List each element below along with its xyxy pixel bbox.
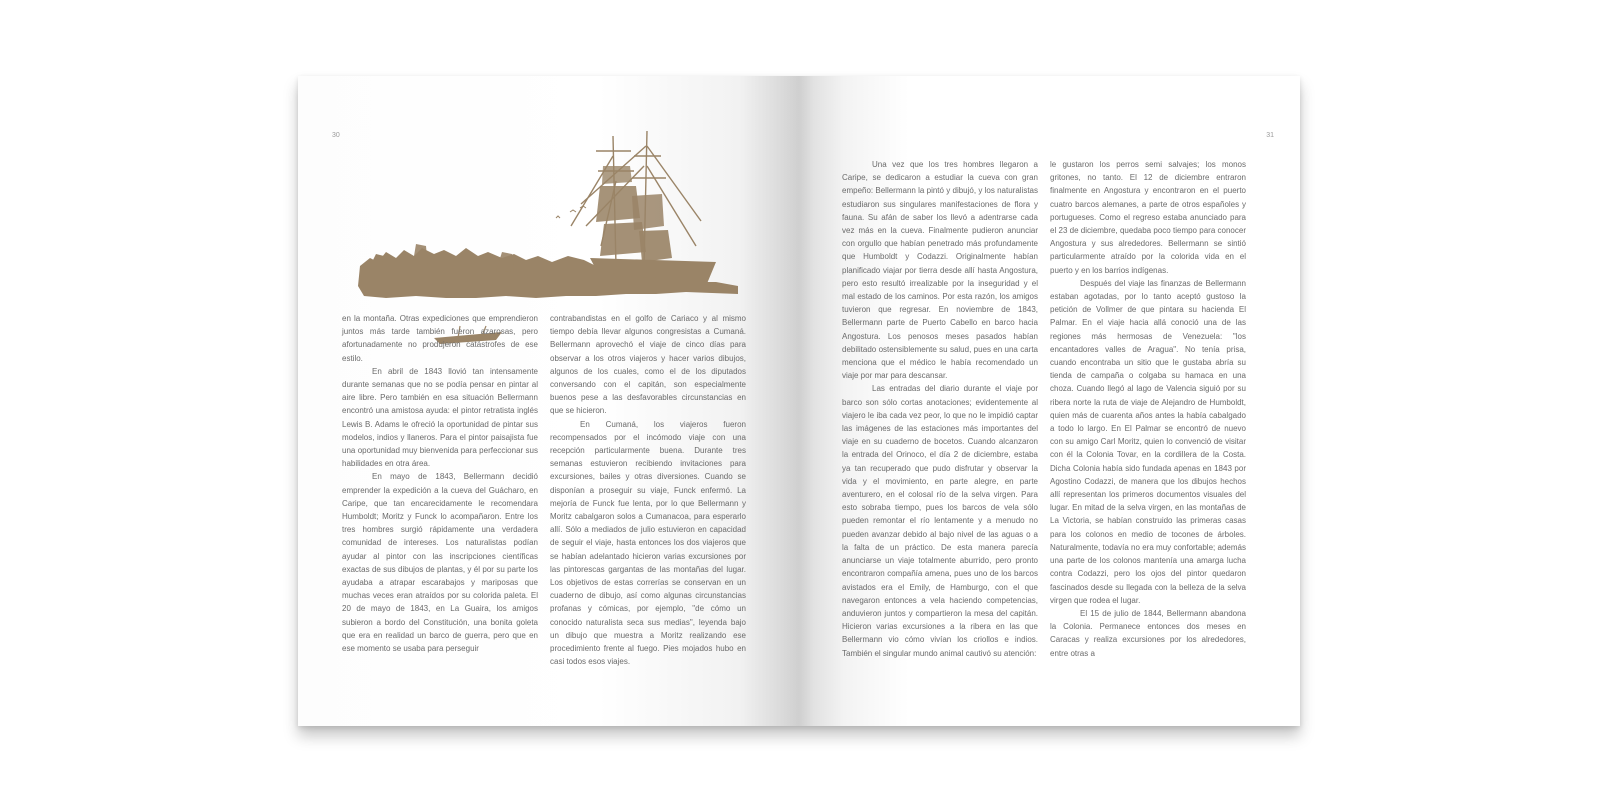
- page-number-right: 31: [1266, 132, 1274, 139]
- open-book: [298, 76, 1300, 726]
- page-number-left: 30: [332, 132, 340, 139]
- paragraph: le gustaron los perros semi salvajes; los monos gritones, no tanto. El 12 de diciembre entraron finalmente en Angostura y encontraron en el puerto cuatro barcos alemanes, a parte de otros españoles y portugueses. Como el regreso estaba anunciado para el 23 de diciembre, quedaba poco tiempo para conocer Angostura y sus alrededores. Bellermann se sintió particularmente atraído por la colorida vida en el puerto y en los barrios indígenas.: [1050, 160, 1246, 275]
- text-column-1: [342, 312, 538, 655]
- paragraph: En mayo de 1843, Bellermann decidió emprender la expedición a la cueva del Guácharo, en Caripe, que tan encarecidamente le recomendara Humboldt; Moritz y Funck lo acompañaron. Entre los tres hombres surgió rápidamente una verdadera comunidad de intereses. Los naturalistas podían ayudar al pintor con las inscripciones científicas exactas de sus dibujos de plantas, y él por su parte los ayudaba a atrapar escarabajos y mariposas que muchas veces eran atraídos por su colorida paleta. El 20 de mayo de 1843, en La Guaira, los amigos subieron a bordo del Constitución, una bonita goleta que era en realidad un barco de guerra, pero que en ese momento se usaba para perseguir: [342, 472, 538, 654]
- paragraph: Después del viaje las finanzas de Bellermann estaban agotadas, por lo tanto aceptó gustoso la petición de Vollmer de que pintara su hacienda El Palmar. En el viaje hacia allá conoció una de las regiones más hermosas de Venezuela: "los encantadores valles de Aragua". No tenía prisa, cuando encontraba un sitio que le gustaba abría su tienda de campaña o colgaba su hamaca en una choza. Cuando llegó al lago de Valencia siguió por su ribera norte la ruta de viaje de Alejandro de Humboldt, quien más de cuarenta años antes la había cabalgado a todo lo largo. En El Palmar se encontró de nuevo con su amigo Carl Moritz, quien lo convenció de visitar con él la Colonia Tovar, en la cordillera de la Costa. Dicha Colonia había sido fundada apenas en 1843 por Agostino Codazzi, de manera que los dibujos hechos allí representan los primeros documentos visuales del lugar. En mitad de la selva virgen, en las montañas de La Victoria, se habían construido las primeras casas para los colonos en medio de tocones de árboles. Naturalmente, todavía no era muy confortable; además una parte de los colonos mantenía una amarga lucha contra Codazzi, pero los ojos del pintor quedaron fascinados desde su llegada con la belleza de la selva virgen que rodea el lugar.: [1050, 278, 1246, 605]
- paragraph: En abril de 1843 llovió tan intensamente durante semanas que no se podía pensar en pintar al aire libre. Pero también en esa situación Bellermann encontró una amistosa ayuda: el pintor retratista inglés Lewis B. Adams le ofreció la oportunidad de pintar sus modelos, indios y llaneros. Para el pintor paisajista fue una oportunidad muy bienvenida para perfeccionar sus habilidades en otra área.: [342, 366, 538, 469]
- text-column-4: [1050, 158, 1246, 660]
- paragraph: contrabandistas en el golfo de Cariaco y al mismo tiempo debía llevar algunos congresistas a Cumaná. Bellermann aprovechó el viaje de cinco días para observar a los otros viajeros y hacer varios dibujos, algunos de los cuales, como el de los diputados conversando con el capitán, son especialmente buenos pese a las desfavorables circunstancias en que se hicieron.: [550, 314, 746, 416]
- left-page: [298, 76, 799, 726]
- paragraph: en la montaña. Otras expediciones que emprendieron juntos más tarde también fueron azarosas, pero afortunadamente no produjeron catástrofes de ese estilo.: [342, 314, 538, 363]
- right-page: [799, 76, 1300, 726]
- paragraph: Las entradas del diario durante el viaje por barco son sólo cortas anotaciones; evidentemente al viajero le iba cada vez peor, lo que no le impidió captar las imágenes de las estaciones más importantes del viaje en su cuaderno de bocetos. Cuando alcanzaron la entrada del Orinoco, el día 2 de diciembre, estaba ya tan recuperado que pudo disfrutar y observar la vida y el movimiento, en parte alegre, en parte aventurero, en el colosal río de la selva virgen. Para esto sobraba tiempo, pues los barcos de vela sólo pueden remontar el río lentamente y a menudo no pueden avanzar debido al bajo nivel de las aguas o a la falta de un práctico. De esta manera parecía anunciarse un viaje totalmente aburrido, pero pronto encontraron compañía amena, pues uno de los barcos avistados era el Emily, de Hamburgo, con el que navegaron entonces a vela haciendo competencias, anduvieron juntos y compartieron la mesa del capitán. Hicieron varias excursiones a la ribera en las que Bellermann vio cómo vivían los criollos e indios. También el singular mundo animal cautivó su atención:: [842, 384, 1038, 658]
- text-column-3: [842, 158, 1038, 660]
- paragraph: En Cumaná, los viajeros fueron recompensados por el incómodo viaje con una recepción particularmente buena. Durante tres semanas estuvieron recibiendo invitaciones para excursiones, bailes y otras diversiones. Cuando se disponían a proseguir su viaje, Funck enfermó. La mejoría de Funck fue lenta, por lo que Bellermann y Moritz cabalgaron solos a Cumanacoa, para esperarlo allí. Sólo a mediados de julio estuvieron en capacidad de seguir el viaje, hasta entonces los dos viajeros que se habían adelantado hicieron varias excursiones por las pintorescas gargantas de las montañas del lugar. Los objetivos de estas correrías se conservan en un cuaderno de dibujo, así como algunas circunstancias profanas y cómicas, por ejemplo, "de cómo un conocido naturalista seca sus medias", leyenda bajo un dibujo que muestra a Moritz realizando ese procedimiento frente al fuego. Pies mojados hubo en casi todos esos viajes.: [550, 419, 746, 667]
- paragraph: El 15 de julio de 1844, Bellermann abandona la Colonia. Permanece entonces dos meses en Caracas y realiza excursiones por los alrededores, entre otras a: [1050, 608, 1246, 658]
- paragraph: Una vez que los tres hombres llegaron a Caripe, se dedicaron a estudiar la cueva con gran empeño: Bellermann la pintó y dibujó, y los naturalistas estudiaron sus singulares manifestaciones de flora y fauna. Su afán de saber los llevó a adentrarse cada vez más en la cueva. Finalmente pudieron anunciar con orgullo que habían penetrado más profundamente que Humboldt y Codazzi. Originalmente habían planificado viajar por tierra desde allí hasta Angostura, pero esto resultó irrealizable por la inseguridad y el mal estado de los caminos. Por esta razón, los amigos tuvieron que regresar. En noviembre de 1843, Bellermann parte de Puerto Cabello en barco hacia Angostura. Los penosos meses pasados habían debilitado ostensiblemente su salud, pues en una carta menciona que el médico le había recomendado un viaje por mar para descansar.: [842, 160, 1038, 381]
- text-column-2: [550, 312, 746, 668]
